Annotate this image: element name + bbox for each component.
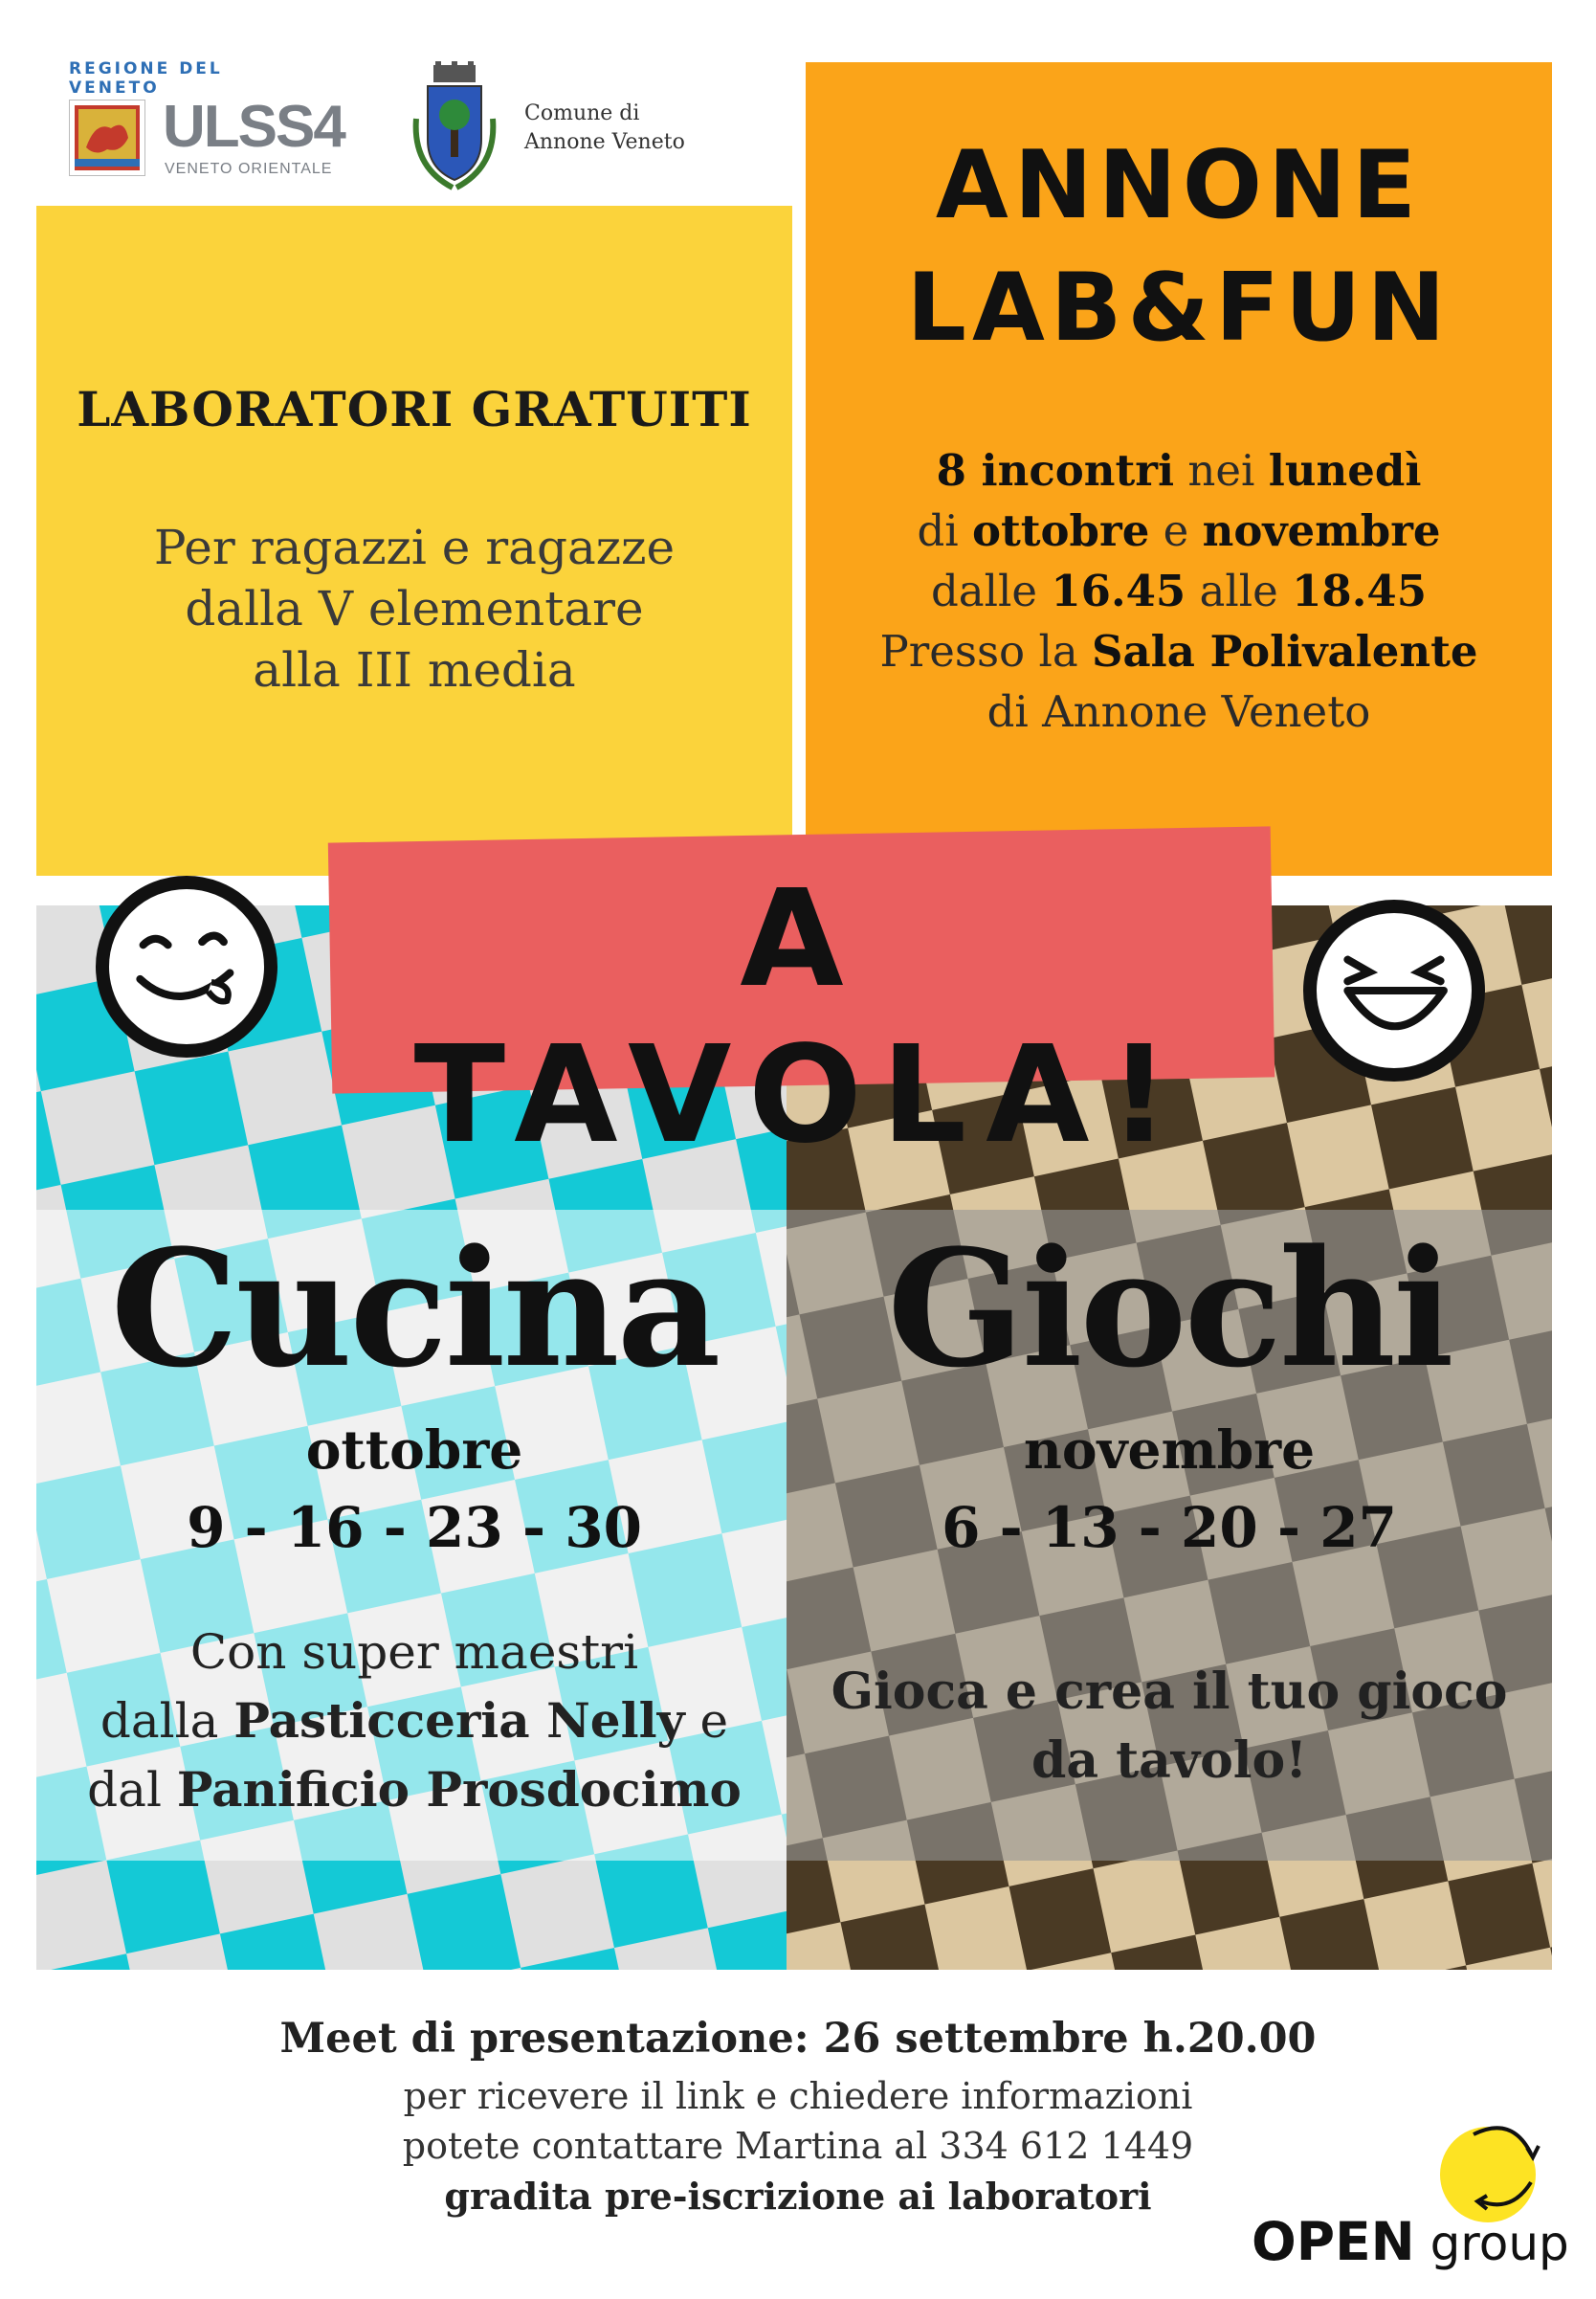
- comune-crest-icon: [407, 61, 502, 195]
- comune-line2: Annone Veneto: [524, 130, 685, 154]
- footer-info-line1: per ricevere il link e chiedere informazioni: [403, 2075, 1193, 2117]
- title-line2: LAB&FUN: [906, 254, 1452, 363]
- cucina-description: Con super maestri dalla Pasticceria Nelly e dal Panificio Prosdocimo: [36, 1618, 792, 1824]
- giochi-desc-line1: Gioca e crea il tuo gioco: [831, 1663, 1508, 1721]
- tongue-smiley-icon: [96, 876, 277, 1058]
- footer-preregistration: gradita pre-iscrizione ai laboratori: [444, 2175, 1152, 2218]
- pasticceria-name: Pasticceria Nelly: [233, 1692, 685, 1749]
- audience-line2: dalla V elementare: [185, 581, 644, 636]
- cucina-month: ottobre: [305, 1418, 523, 1481]
- info-start-time: 16.45: [1051, 566, 1186, 616]
- giochi-description: [787, 1658, 1552, 1796]
- footer-contact-line: potete contattare Martina al 334 612 1449: [402, 2125, 1194, 2167]
- info-end-time: 18.45: [1292, 566, 1428, 616]
- audience-line3: alla III media: [253, 642, 576, 698]
- ulss4-logo-text: ULSS4: [163, 94, 344, 160]
- giochi-dates: 6 - 13 - 20 - 27: [942, 1495, 1397, 1560]
- panificio-name: Panificio Prosdocimo: [176, 1761, 742, 1818]
- info-town: di Annone Veneto: [986, 686, 1371, 737]
- giochi-title: Giochi: [887, 1214, 1452, 1403]
- annone-labfun-title: [806, 124, 1552, 369]
- giochi-desc-line2: da tavolo!: [1031, 1731, 1308, 1790]
- cucina-desc-line1: Con super maestri: [189, 1624, 639, 1680]
- veneto-lion-crest-icon: [69, 100, 145, 176]
- meet-presentation: Meet di presentazione: 26 settembre h.20.00: [279, 2015, 1317, 2063]
- title-line1: ANNONE: [935, 131, 1423, 240]
- target-audience: [36, 517, 792, 701]
- schedule-info: 8 incontri nei lunedì di ottobre e novembre dalle 16.45 alle 18.45 Presso la Sala Polivalente di Annone Veneto: [806, 440, 1552, 742]
- comune-name: [524, 100, 735, 157]
- laughing-smiley-icon: [1303, 900, 1485, 1082]
- audience-line1: Per ragazzi e ragazze: [153, 520, 676, 575]
- comune-line1: Comune di: [524, 101, 640, 125]
- a-tavola-text: A TAVOLA!: [413, 861, 1189, 1173]
- laboratori-title: LABORATORI GRATUITI: [77, 381, 752, 437]
- giochi-month: novembre: [1023, 1418, 1316, 1481]
- info-month1: ottobre: [971, 505, 1150, 556]
- open-group-label: OPEN group: [1252, 2211, 1569, 2272]
- info-weekday: lunedì: [1268, 445, 1422, 496]
- info-venue: Sala Polivalente: [1091, 626, 1478, 677]
- info-month2: novembre: [1202, 505, 1441, 556]
- regione-veneto-label: REGIONE DEL VENETO: [69, 59, 223, 98]
- cucina-title: Cucina: [110, 1214, 719, 1403]
- cucina-dates: 9 - 16 - 23 - 30: [187, 1495, 642, 1560]
- info-count: 8 incontri: [936, 445, 1175, 496]
- ulss4-subtitle: VENETO ORIENTALE: [165, 161, 333, 177]
